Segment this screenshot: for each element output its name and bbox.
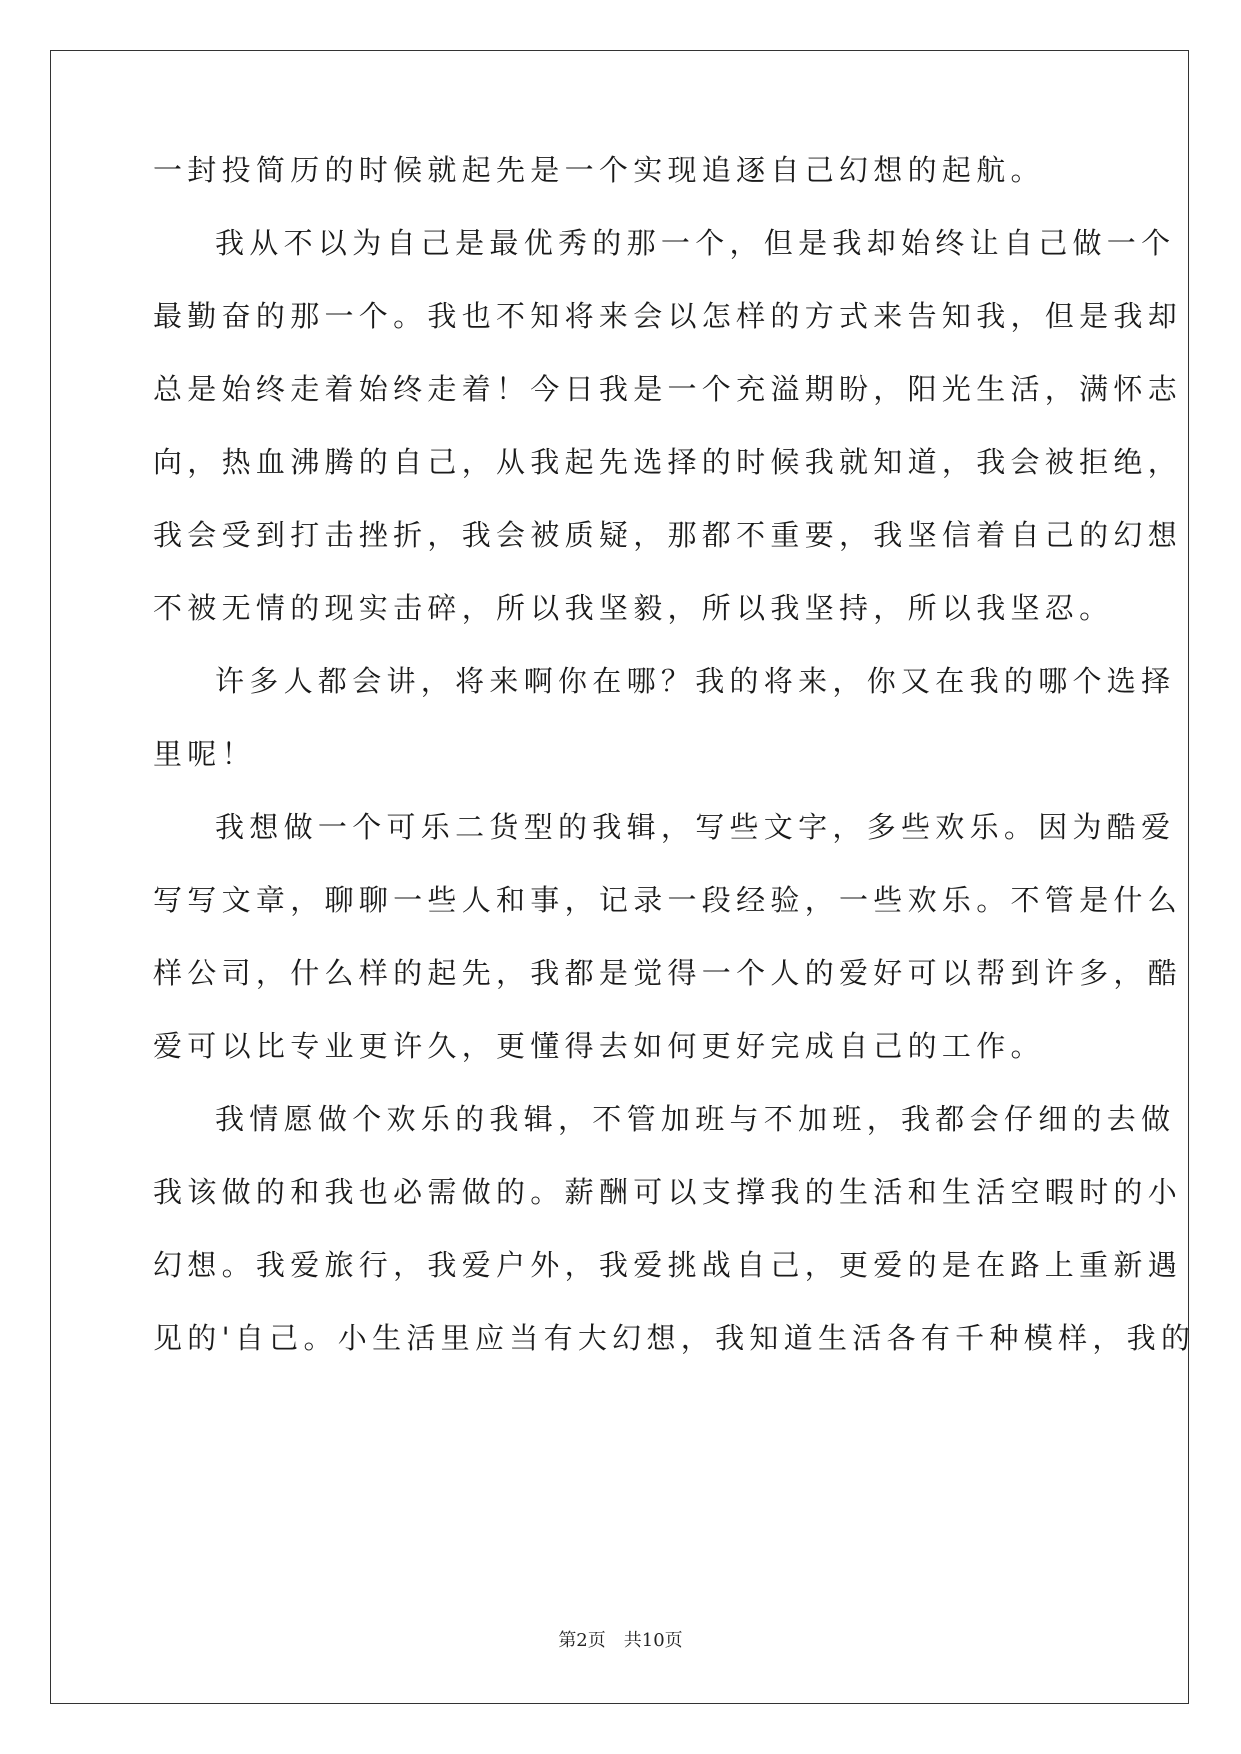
text-line: 我想做一个可乐二货型的我辑，写些文字，多些欢乐。因为酷爱 <box>215 810 1176 844</box>
text-line: 总是始终走着始终走着！今日我是一个充溢期盼，阳光生活，满怀志 <box>153 372 1183 406</box>
page-footer <box>0 1626 1241 1652</box>
page-number-current: 第2页 <box>558 1630 606 1651</box>
text-line: 我情愿做个欢乐的我辑，不管加班与不加班，我都会仔细的去做 <box>215 1102 1176 1136</box>
text-line: 向，热血沸腾的自己，从我起先选择的时候我就知道，我会被拒绝， <box>153 445 1183 479</box>
text-line: 见的'自己。小生活里应当有大幻想，我知道生活各有千种模样，我的 <box>153 1321 1196 1355</box>
text-line: 最勤奋的那一个。我也不知将来会以怎样的方式来告知我，但是我却 <box>153 299 1183 333</box>
text-line: 我会受到打击挫折，我会被质疑，那都不重要，我坚信着自己的幻想 <box>153 518 1183 552</box>
text-line: 一封投简历的时候就起先是一个实现追逐自己幻想的起航。 <box>153 153 1045 187</box>
text-line: 幻想。我爱旅行，我爱户外，我爱挑战自己，更爱的是在路上重新遇 <box>153 1248 1183 1282</box>
text-line: 不被无情的现实击碎，所以我坚毅，所以我坚持，所以我坚忍。 <box>153 591 1114 625</box>
text-line: 写写文章，聊聊一些人和事，记录一段经验，一些欢乐。不管是什么 <box>153 883 1183 917</box>
text-line: 爱可以比专业更许久，更懂得去如何更好完成自己的工作。 <box>153 1029 1045 1063</box>
text-line: 样公司，什么样的起先，我都是觉得一个人的爱好可以帮到许多，酷 <box>153 956 1183 990</box>
text-line: 许多人都会讲，将来啊你在哪？我的将来，你又在我的哪个选择 <box>215 664 1176 698</box>
text-line: 我从不以为自己是最优秀的那一个，但是我却始终让自己做一个 <box>215 226 1176 260</box>
text-line: 我该做的和我也必需做的。薪酬可以支撑我的生活和生活空暇时的小 <box>153 1175 1183 1209</box>
text-line: 里呢！ <box>153 737 256 771</box>
page-number-total: 共10页 <box>623 1630 683 1651</box>
